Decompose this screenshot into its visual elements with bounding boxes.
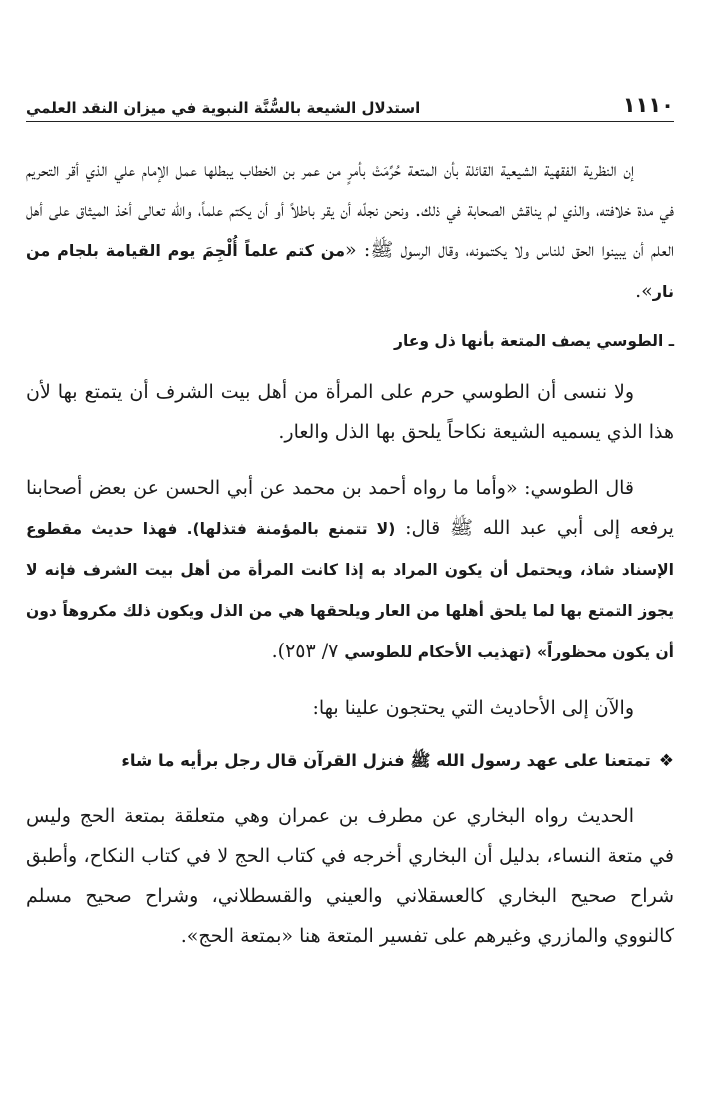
paragraph-transition: والآن إلى الأحاديث التي يحتجون علينا بها: (312, 697, 634, 719)
citation-volume: ٧/ ٢٥٣). (271, 640, 345, 662)
prophetic-quote: من كتم علماً أُلْجِمَ يوم القيامة بلجام من نار (26, 241, 674, 301)
paragraph-bukhari: الحديث رواه البخاري عن مطرف بن عمران وهي متعلقة بمتعة الحج وليس في متعة النساء، بدليل أن البخاري أخرجه في كتاب الحج لا في كتاب النكاح، وأطبق شراح صحيح البخاري كالعسقلاني والعيني والقسطلاني، وشراح صحيح مسلم كالنووي والمازري وغيرهم على تفسير المتعة هنا «بمتعة الحج». (26, 805, 674, 947)
paragraph-tusi-quote (26, 468, 674, 672)
paragraph-tusi-prohibition: ولا ننسى أن الطوسي حرم على المرأة من أهل بيت الشرف أن يتمتع بها لأن هذا الذي يسميه الشيعة نكاحاً يلحق بها الذل والعار. (26, 381, 674, 443)
diamond-bullet-icon: ❖ (658, 751, 674, 771)
paragraph-umar-ruling (26, 150, 674, 312)
page-body (26, 150, 674, 956)
page-number: ١١١٠ (622, 93, 674, 117)
paragraph-text: إن النظرية الفقهية الشيعية القائلة بأن المتعة حُرِّمَتْ بأمرٍ من عمر بن الخطاب يبطلها عمل الإمام علي الذي أقر التحريم في مدة خلافته، والذي لم يناقش الصحابة في ذلك. ونحن نجلّه أن يقر باطلاً أو أن يكتم علماً، والله تعالى أخذ الميثاق على أهل العلم أن يبينوا الحق للناس ولا يكتمونه، وقال الرسول ﷺ: « (26, 159, 674, 261)
tusi-quote-bold: (لا تتمنع بالمؤمنة فتذلها). فهذا حديث مقطوع الإسناد شاذ، ويحتمل أن يكون المراد به إذا كانت المرأة من أهل بيت الشرف فإنه لا يجوز التمتع بها لما يلحق أهلها من العار ويلحقها هي من الذل ويكون ذلك مكروهاً دون أن يكون محظوراً» (تهذيب الأحكام للطوسي (26, 520, 674, 661)
hadith-heading-text: تمتعنا على عهد رسول الله ﷺ فنزل القرآن قال رجل برأيه ما شاء (121, 751, 651, 770)
running-header (26, 88, 674, 122)
hadith-heading (26, 742, 674, 780)
running-title: استدلال الشيعة بالسُّنَّة النبوية في ميزان النقد العلمي (26, 99, 421, 117)
section-subheading: ـ الطوسي يصف المتعة بأنها ذل وعار (394, 332, 674, 350)
quote-close: ». (635, 280, 653, 302)
quote-intro: قال الطوسي: «وأما ما رواه أحمد بن محمد عن أبي الحسن عن بعض أصحابنا يرفعه إلى أبي عبد الله ﷺ قال: (26, 477, 674, 539)
